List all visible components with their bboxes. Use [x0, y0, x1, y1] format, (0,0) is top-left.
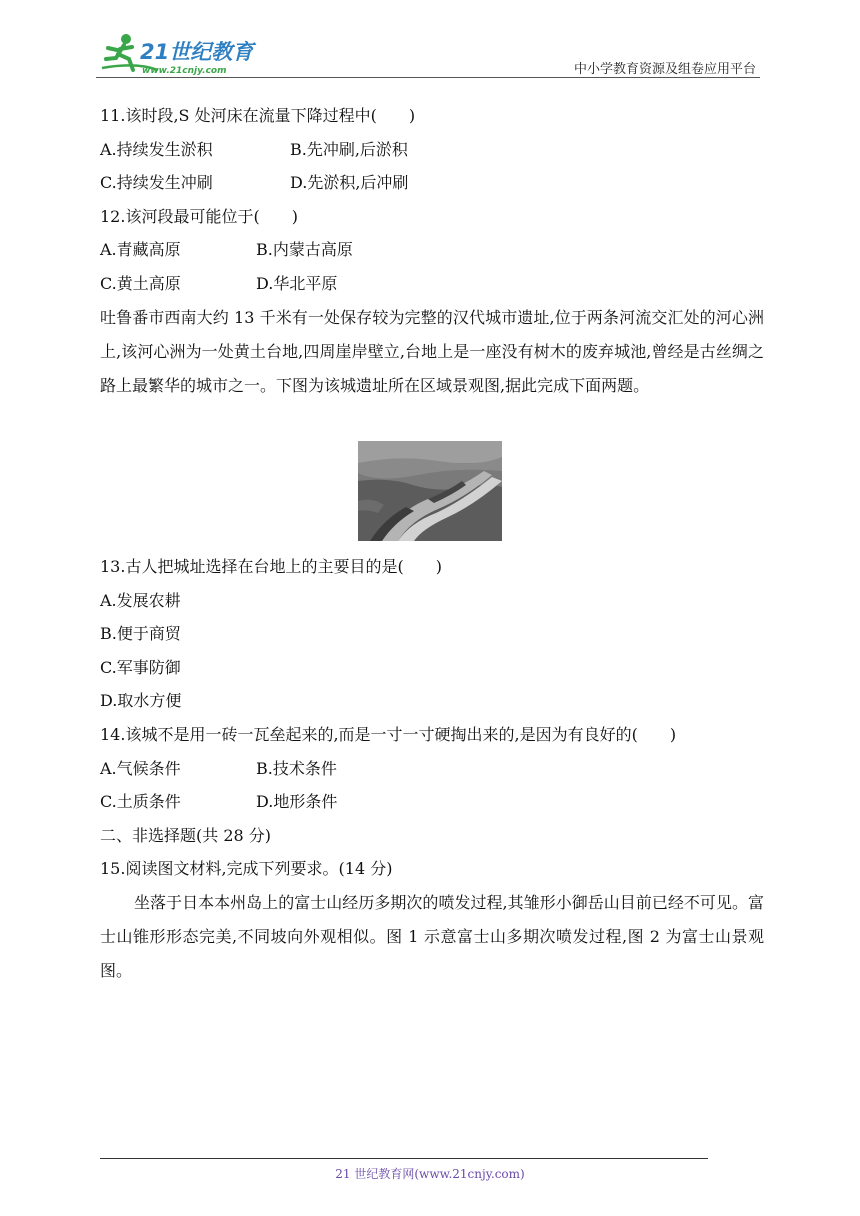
logo-title: 21世纪教育 [140, 40, 254, 64]
question-13-option-b: B.便于商贸 [100, 624, 181, 643]
site-logo [96, 32, 266, 76]
question-12-options-row-1 [100, 240, 353, 260]
question-12-option-d: D.华北平原 [256, 274, 338, 293]
question-14-option-a: A.气候条件 [100, 759, 181, 778]
question-12-option-b: B.内蒙古高原 [256, 240, 353, 259]
header-divider [96, 77, 760, 78]
material-paragraph: 吐鲁番市西南大约 13 千米有一处保存较为完整的汉代城市遗址,位于两条河流交汇处的河心洲上,该河心洲为一处黄土台地,四周崖岸壁立,台地上是一座没有树木的废弃城池,曾经是古丝绸之路上最繁华的城市之一。下图为该城遗址所在区域景观图,据此完成下面两题。 [100, 308, 764, 395]
question-11-option-b: B.先冲刷,后淤积 [290, 140, 408, 159]
question-11-option-c: C.持续发生冲刷 [100, 173, 213, 192]
ruins-landscape-photo [358, 441, 502, 541]
question-13-option-a: A.发展农耕 [100, 591, 181, 610]
platform-name: 中小学教育资源及组卷应用平台 [573, 62, 756, 77]
question-14-options-row-2 [100, 792, 337, 812]
logo-url: www.21cnjy.com [142, 66, 227, 76]
question-12-option-c: C.黄土高原 [100, 274, 181, 293]
question-11-options-row-1 [100, 140, 408, 160]
question-15-stem: 15.阅读图文材料,完成下列要求。(14 分) [100, 859, 393, 878]
question-13-option-c: C.军事防御 [100, 658, 181, 677]
section-heading: 二、非选择题(共 28 分) [100, 826, 272, 845]
question-11-option-a: A.持续发生淤积 [100, 140, 213, 159]
question-13-stem: 13.古人把城址选择在台地上的主要目的是( ) [100, 557, 442, 576]
footer-divider [100, 1158, 708, 1159]
question-12-option-a: A.青藏高原 [100, 240, 181, 259]
question-14-option-d: D.地形条件 [256, 792, 338, 811]
question-15-material: 坐落于日本本州岛上的富士山经历多期次的喷发过程,其雏形小御岳山目前已经不可见。富士山锥形形态完美,不同坡向外观相似。图 1 示意富士山多期次喷发过程,图 2 为富士山景观图。 [100, 893, 764, 980]
question-11-option-d: D.先淤积,后冲刷 [290, 173, 409, 192]
question-12-options-row-2 [100, 274, 337, 294]
question-14-stem: 14.该城不是用一砖一瓦垒起来的,而是一寸一寸硬掏出来的,是因为有良好的( ) [100, 725, 677, 744]
question-13-option-d: D.取水方便 [100, 691, 182, 710]
question-12-stem: 12.该河段最可能位于( ) [100, 207, 298, 226]
page-header [96, 30, 760, 80]
question-14-option-c: C.土质条件 [100, 792, 181, 811]
page-footer: 21 世纪教育网(www.21cnjy.com) [335, 1167, 525, 1181]
question-14-option-b: B.技术条件 [256, 759, 337, 778]
question-11-stem: 11.该时段,S 处河床在流量下降过程中( ) [100, 106, 416, 125]
question-14-options-row-1 [100, 759, 337, 779]
question-11-options-row-2 [100, 173, 408, 193]
